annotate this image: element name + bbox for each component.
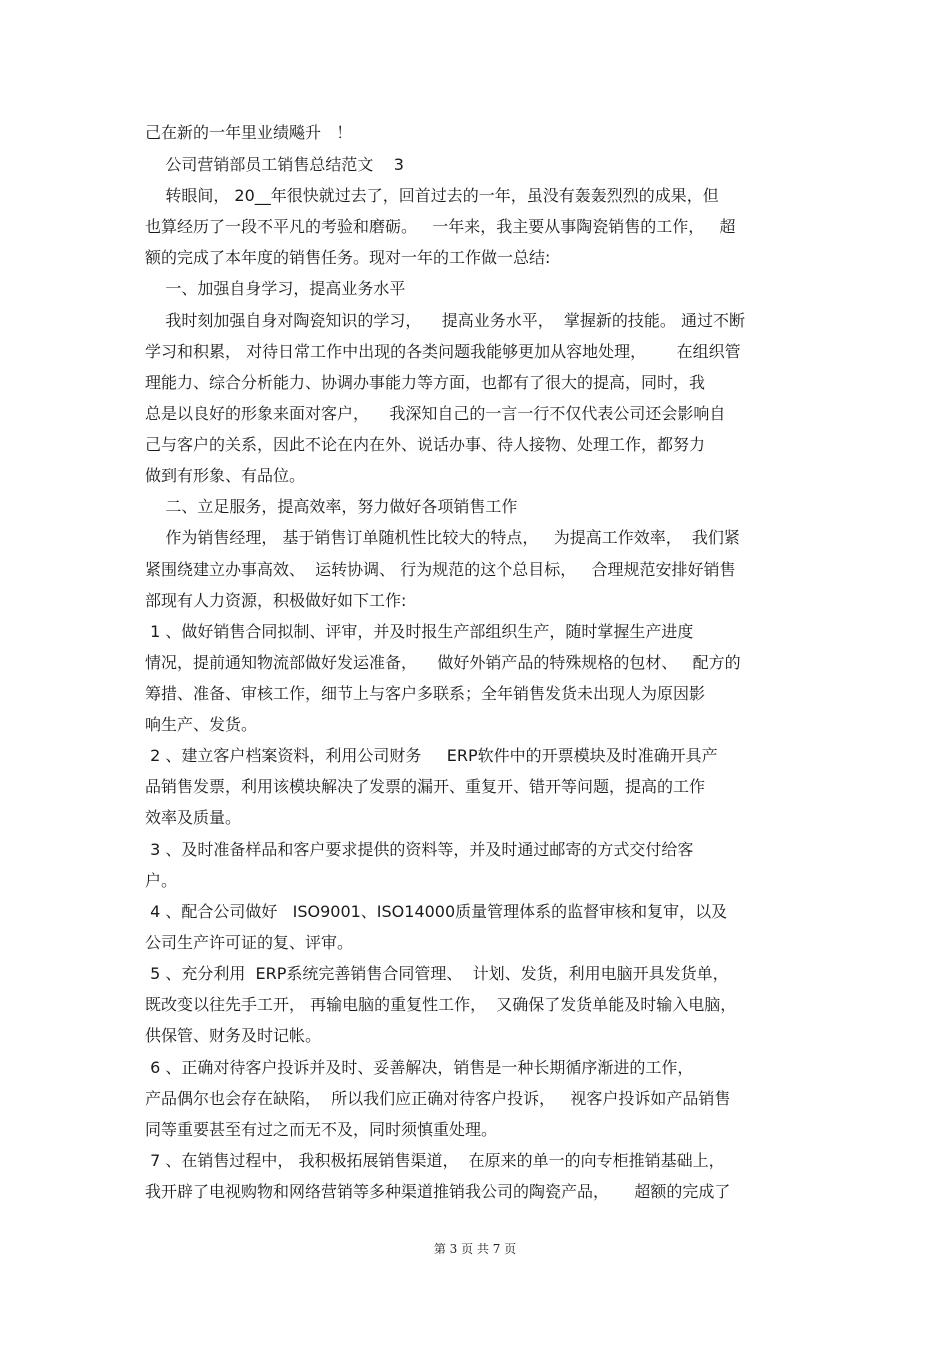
text-line: 转眼间， 20__年很快就过去了，回首过去的一年，虽没有轰轰烈烈的成果，但 — [145, 186, 719, 205]
text-line: 做到有形象、有品位。 — [145, 466, 306, 485]
text-line: 作为销售经理， 基于销售订单随机性比较大的特点， 为提高工作效率， 我们紧 — [145, 528, 740, 547]
list-item: 2 、建立客户档案资料，利用公司财务 ERP软件中的开票模块及时准确开具产 — [145, 746, 718, 765]
text-line: 总是以良好的形象来面对客户， 我深知自己的一言一行不仅代表公司还会影响自 — [145, 404, 726, 423]
text-line: 情况，提前通知物流部做好发运准备， 做好外销产品的特殊规格的包材、 配方的 — [145, 653, 741, 672]
page-number-footer: 第 3 页 共 7 页 — [433, 1242, 517, 1256]
list-item: 7 、在销售过程中， 我积极拓展销售渠道， 在原来的单一的向专柜推销基础上， — [145, 1151, 725, 1170]
section-title: 公司营销部员工销售总结范文 3 — [145, 155, 404, 174]
text-line: 品销售发票，利用该模块解决了发票的漏开、重复开、错开等问题，提高的工作 — [145, 777, 706, 796]
text-line: 户。 — [145, 871, 178, 890]
text-line: 部现有人力资源，积极做好如下工作: — [145, 591, 407, 610]
text-line: 也算经历了一段不平凡的考验和磨砺。 一年来，我主要从事陶瓷销售的工作， 超 — [145, 217, 736, 236]
section-heading: 一、加强自身学习，提高业务水平 — [145, 279, 406, 298]
text-line: 既改变以往先手工开， 再输电脑的重复性工作， 又确保了发货单能及时输入电脑， — [145, 995, 737, 1014]
text-line: 学习和积累， 对待日常工作中出现的各类问题我能够更加从容地处理， 在组织管 — [145, 342, 741, 361]
text-line: 己在新的一年里业绩飚升 ！ — [145, 123, 353, 142]
text-line: 理能力、综合分析能力、协调办事能力等方面，也都有了很大的提高，同时，我 — [145, 373, 706, 392]
list-item: 4 、配合公司做好 ISO9001、ISO14000质量管理体系的监督审核和复审，以及 — [145, 902, 728, 921]
text-line: 响生产、发货。 — [145, 715, 258, 734]
text-line: 同等重要甚至有过之而无不及，同时须慎重处理。 — [145, 1120, 498, 1139]
text-line: 筹措、准备、审核工作，细节上与客户多联系；全年销售发货未出现人为原因影 — [145, 684, 706, 703]
section-heading: 二、立足服务，提高效率，努力做好各项销售工作 — [145, 497, 518, 516]
text-line: 紧围绕建立办事高效、 运转协调、 行为规范的这个总目标， 合理规范安排好销售 — [145, 560, 736, 579]
list-item: 5 、充分利用 ERP系统完善销售合同管理、 计划、发货，利用电脑开具发货单， — [145, 964, 729, 983]
list-item: 3 、及时准备样品和客户要求提供的资料等，并及时通过邮寄的方式交付给客 — [145, 840, 694, 859]
list-item: 1 、做好销售合同拟制、评审，并及时报生产部组织生产，随时掌握生产进度 — [145, 622, 694, 641]
text-line: 效率及质量。 — [145, 808, 242, 827]
text-line: 供保管、财务及时记帐。 — [145, 1026, 322, 1045]
text-line: 额的完成了本年度的销售任务。现对一年的工作做一总结: — [145, 248, 551, 267]
text-line: 我开辟了电视购物和网络营销等多种渠道推销我公司的陶瓷产品， 超额的完成了 — [145, 1182, 731, 1201]
text-line: 己与客户的关系，因此不论在内在外、说话办事、待人接物、处理工作，都努力 — [145, 435, 706, 454]
text-line: 产品偶尔也会存在缺陷， 所以我们应正确对待客户投诉， 视客户投诉如产品销售 — [145, 1089, 731, 1108]
text-line: 公司生产许可证的复、评审。 — [145, 933, 354, 952]
text-line: 我时刻加强自身对陶瓷知识的学习， 提高业务水平， 掌握新的技能。 通过不断 — [145, 311, 745, 330]
list-item: 6 、正确对待客户投诉并及时、妥善解决，销售是一种长期循序渐进的工作， — [145, 1058, 694, 1077]
